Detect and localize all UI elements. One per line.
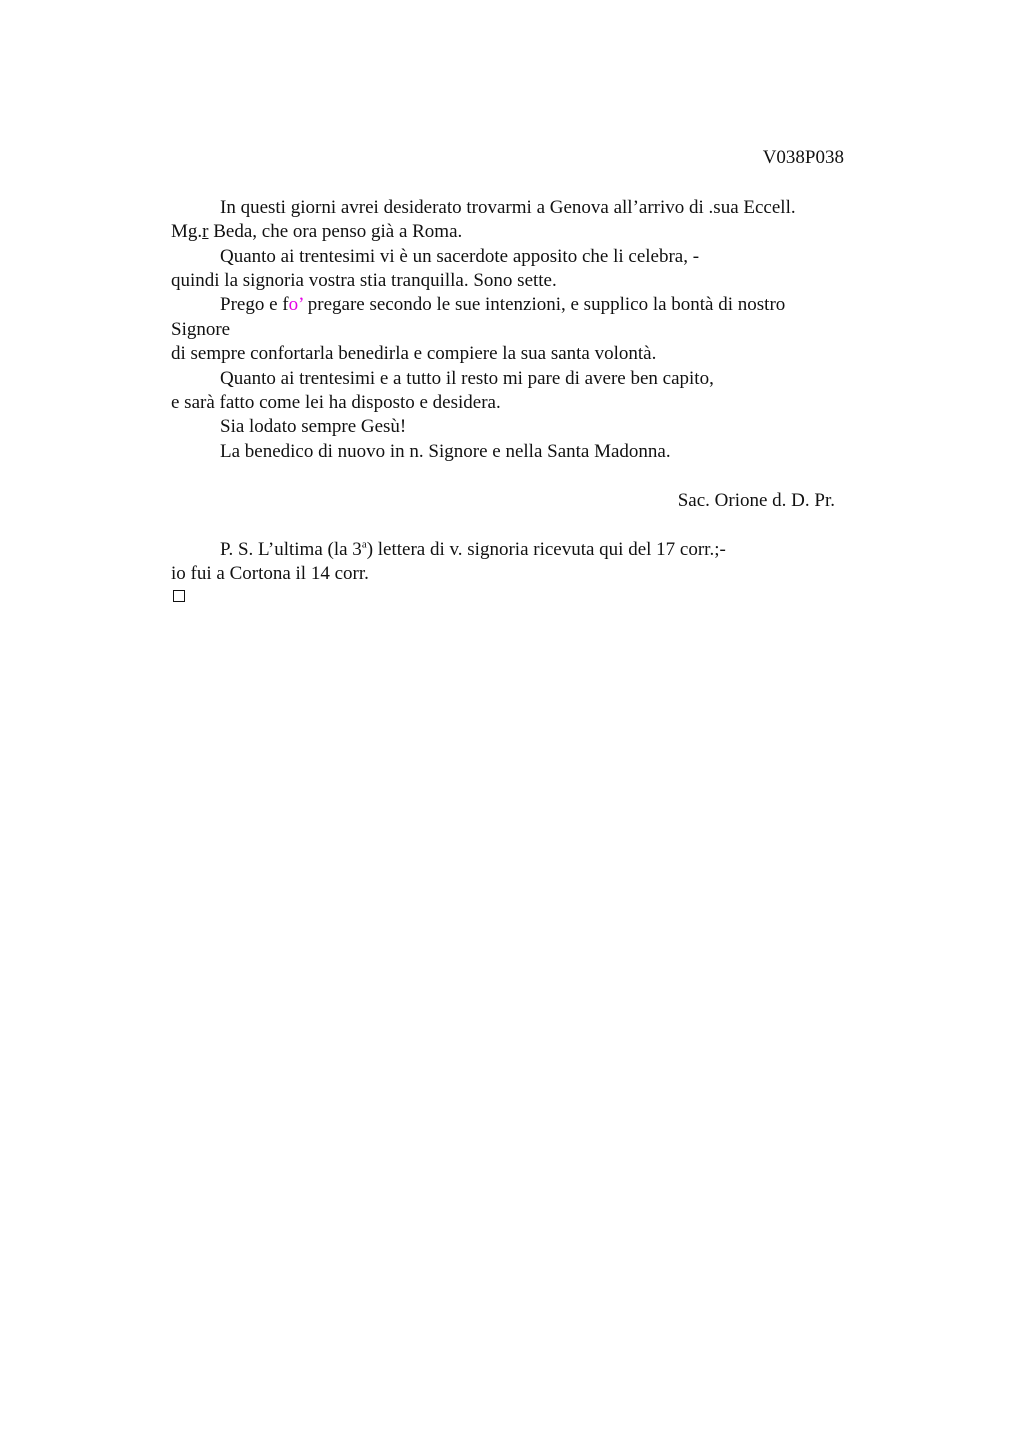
abbrev-mgr: Mg. — [171, 221, 203, 242]
signature: Sac. Orione d. D. Pr. — [677, 490, 835, 511]
body-line-5-start: Prego e f — [220, 294, 289, 315]
end-marker-square-icon — [173, 590, 185, 602]
body-line-2-rest: Beda, che ora penso già a Roma. — [208, 221, 463, 242]
postscript-line-1 — [220, 538, 726, 562]
body-line-4: quindi la signoria vostra stia tranquilla. Sono sette. — [171, 270, 557, 291]
body-line-5-rest: pregare secondo le sue intenzioni, e supplico la bontà di nostro — [303, 294, 786, 315]
body-line-7: di sempre confortarla benedirla e compiere la sua santa volontà. — [171, 343, 657, 364]
body-line-11: La benedico di nuovo in n. Signore e nella Santa Madonna. — [220, 441, 671, 462]
highlighted-correction: o’ — [288, 294, 304, 315]
body-line-1: In questi giorni avrei desiderato trovarmi a Genova all’arrivo di .sua Eccell. — [220, 197, 796, 218]
postscript-start: P. S. L’ultima (la 3 — [220, 539, 362, 560]
body-line-9: e sarà fatto come lei ha disposto e desidera. — [171, 392, 501, 413]
body-line-10: Sia lodato sempre Gesù! — [220, 416, 407, 437]
postscript-rest: ) lettera di v. signoria ricevuta qui del 17 corr.;- — [366, 539, 726, 560]
abbrev-superscript-r: r — [202, 221, 209, 242]
reference-code: V038P038 — [762, 147, 844, 168]
ordinal-superscript: a — [361, 538, 367, 551]
body-line-6: Signore — [171, 319, 231, 340]
body-line-8: Quanto ai trentesimi e a tutto il resto mi pare di avere ben capito, — [220, 368, 714, 389]
body-line-5 — [220, 293, 785, 317]
postscript-line-2: io fui a Cortona il 14 corr. — [171, 563, 369, 584]
body-line-2 — [171, 220, 462, 244]
body-line-3: Quanto ai trentesimi vi è un sacerdote apposito che li celebra, - — [220, 246, 700, 267]
